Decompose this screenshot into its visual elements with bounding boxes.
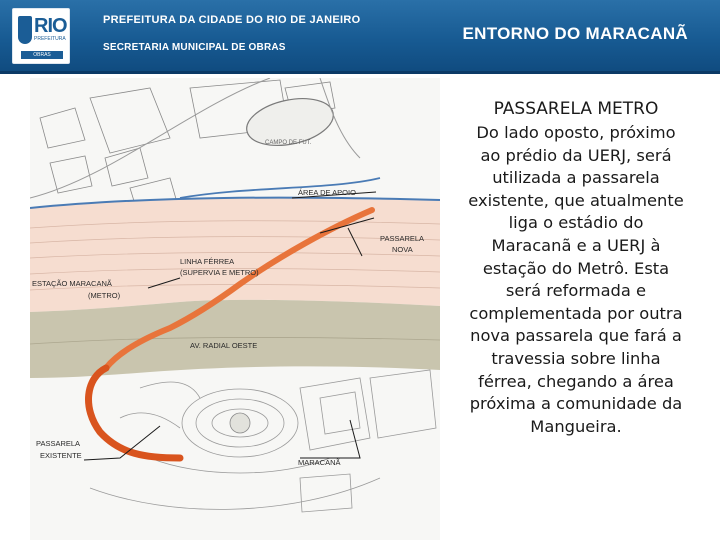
description-line: próxima a comunidade da [469, 394, 683, 414]
description-line: será reformada e [505, 281, 647, 301]
description-line: complementada por outra [469, 303, 683, 323]
agency-name: PREFEITURA DA CIDADE DO RIO DE JANEIRO [103, 14, 361, 26]
description-line: liga o estádio do [508, 213, 644, 233]
label-estacao-2: (METRO) [88, 291, 121, 300]
description-line: Do lado oposto, próximo [476, 123, 676, 142]
description-line: Mangueira. [530, 416, 622, 436]
logo-subtitle: PREFEITURA [34, 36, 66, 42]
site-map [30, 78, 440, 540]
label-passarela-nova-2: NOVA [392, 245, 413, 254]
description-body [446, 122, 706, 438]
label-estacao-1: ESTAÇÃO MARACANÃ [32, 279, 112, 288]
label-av-radial-oeste: AV. RADIAL OESTE [190, 341, 258, 350]
prefeitura-rio-logo [12, 8, 70, 64]
description-line: Maracanã e a UERJ à [491, 235, 661, 255]
label-area-apoio: ÁREA DE APOIO [298, 188, 356, 197]
label-passarela-existente-1: PASSARELA [36, 439, 81, 448]
description-line: ao prédio da UERJ, será [480, 145, 672, 165]
description-line: utilizada a passarela [492, 168, 660, 188]
label-passarela-existente-2: EXISTENTE [40, 451, 82, 460]
label-passarela-nova-1: PASSARELA [380, 234, 425, 243]
city-emblem-icon [18, 16, 32, 44]
header-divider [0, 71, 720, 74]
description-line: travessia sobre linha [491, 348, 661, 368]
label-linha-ferrea-1: LINHA FÉRREA [180, 257, 235, 266]
logo-word: RIO [34, 15, 67, 37]
stadium-center [230, 413, 250, 433]
department-name: SECRETARIA MUNICIPAL DE OBRAS [103, 42, 286, 53]
description-line: existente, que atualmente [468, 190, 684, 210]
description-title: PASSARELA METRO [493, 99, 659, 119]
description-line: férrea, chegando a área [478, 371, 674, 391]
logo-tag: OBRAS [21, 51, 63, 59]
slide-title: ENTORNO DO MARACANÃ [462, 24, 688, 43]
label-maracana: MARACANÃ [298, 458, 341, 467]
label-linha-ferrea-2: (SUPERVIA E METRO) [180, 268, 259, 277]
description-line: nova passarela que fará a [470, 326, 682, 346]
header-bar [0, 0, 720, 74]
description-panel [446, 97, 706, 438]
description-line: estação do Metrô. Esta [482, 258, 670, 278]
field-label: CAMPO DE FUT. [265, 140, 312, 146]
